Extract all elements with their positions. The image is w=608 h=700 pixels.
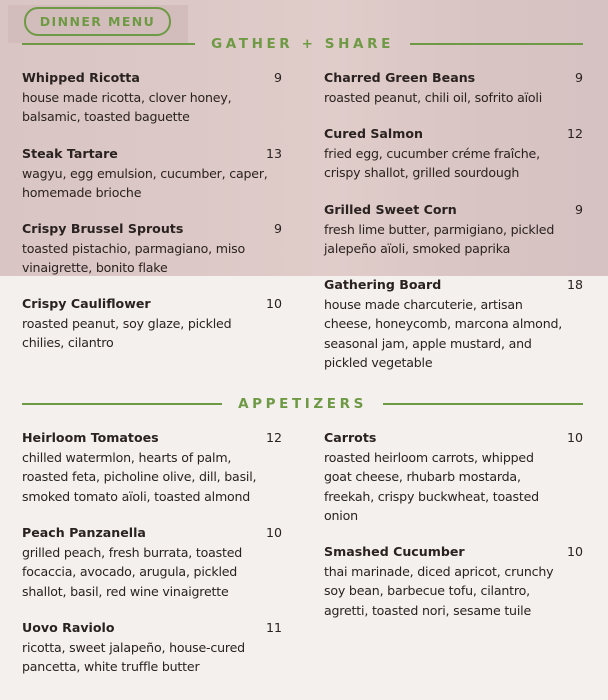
menu-item-header [324, 428, 583, 448]
menu-item-description: soy bean, barbecue tofu, cilantro, [324, 583, 530, 598]
menu-item-description: ricotta, sweet jalapeño, house-cured [22, 639, 245, 655]
menu-item [22, 428, 282, 506]
divider [22, 43, 195, 45]
menu-item-description: agretti, toasted nori, sesame tuile [324, 602, 531, 618]
section-title: APPETIZERS [238, 396, 367, 412]
section-title: GATHER + SHARE [211, 36, 394, 52]
menu-item-price: 9 [273, 70, 282, 85]
menu-item-description: grilled peach, fresh burrata, toasted [22, 544, 243, 560]
menu-item-price: 12 [566, 126, 583, 141]
menu-item-header [324, 275, 583, 295]
menu-item-name: Crispy Brussel Sprouts [22, 221, 184, 236]
menu-item-description: chilies, cilantro [22, 335, 114, 350]
divider [22, 403, 222, 405]
menu-item-name: Gathering Board [324, 277, 442, 292]
menu-item-name: Heirloom Tomatoes [22, 430, 159, 445]
divider [383, 403, 583, 405]
menu-item-header [22, 428, 282, 448]
menu-item-description: seasonal jam, apple mustard, and [324, 335, 532, 351]
menu-item-description: crispy shallot, grilled sourdough [324, 165, 520, 180]
menu-item-price: 10 [566, 430, 583, 445]
menu-item-header [22, 618, 282, 638]
menu-item [324, 275, 583, 373]
menu-item-description: balsamic, toasted baguette [22, 109, 190, 124]
menu-item-description: onion [324, 508, 358, 523]
menu-item [324, 428, 583, 526]
menu-item [22, 219, 282, 278]
menu-item-description: roasted heirloom carrots, whipped [324, 449, 534, 465]
menu-item-price: 18 [566, 277, 583, 292]
menu-item-description: pancetta, white truffle butter [22, 659, 200, 674]
menu-item-description: fried egg, cucumber créme fraîche, [324, 145, 540, 161]
menu-item-description: toasted pistachio, parmagiano, miso [22, 240, 246, 256]
menu-item-name: Cured Salmon [324, 126, 423, 141]
menu-item-description: house made ricotta, clover honey, [22, 89, 232, 105]
menu-item [22, 523, 282, 601]
menu-item-header [22, 68, 282, 88]
menu-item-description: jalepeño aïoli, smoked paprika [324, 241, 511, 256]
menu-item-price: 13 [265, 146, 282, 161]
menu-item-header [22, 219, 282, 239]
menu-item-description: homemade brioche [22, 185, 142, 200]
menu-item-name: Carrots [324, 430, 377, 445]
menu-item [324, 124, 583, 183]
menu-item-header [324, 124, 583, 144]
menu-item-price: 10 [265, 296, 282, 311]
menu-item-description: cheese, honeycomb, marcona almond, [324, 316, 563, 331]
menu-item-name: Smashed Cucumber [324, 544, 465, 559]
menu-item-description: pickled vegetable [324, 355, 433, 370]
menu-item-price: 12 [265, 430, 282, 445]
menu-item [22, 294, 282, 353]
menu-item [324, 542, 583, 620]
dinner-menu-badge[interactable] [24, 7, 171, 36]
section-header-gather-share [22, 34, 583, 54]
menu-item-description: shallot, basil, red wine vinaigrette [22, 583, 229, 599]
menu-item-name: Steak Tartare [22, 146, 118, 161]
menu-item-name: Crispy Cauliflower [22, 296, 151, 311]
menu-item-name: Uovo Raviolo [22, 620, 115, 635]
menu-item-description: roasted peanut, chili oil, sofrito aïoli [324, 89, 542, 105]
menu-item-header [22, 523, 282, 543]
badge-label: DINNER MENU [39, 14, 156, 29]
menu-item-description: goat cheese, rhubarb mostarda, [324, 469, 521, 484]
menu-item [22, 144, 282, 203]
menu-item-description: smoked tomato aïoli, toasted almond [22, 488, 251, 504]
menu-item-description: roasted peanut, soy glaze, pickled [22, 315, 232, 331]
menu-item-header [324, 68, 583, 88]
menu-item-description: thai marinade, diced apricot, crunchy [324, 563, 554, 579]
menu-item [324, 68, 583, 107]
menu-item-description: freekah, crispy buckwheat, toasted [324, 488, 539, 504]
menu-item-description: wagyu, egg emulsion, cucumber, caper, [22, 165, 268, 181]
menu-item-header [22, 144, 282, 164]
menu-item-header [324, 200, 583, 220]
menu-item [22, 618, 282, 677]
menu-item-name: Peach Panzanella [22, 525, 146, 540]
menu-item-price: 10 [265, 525, 282, 540]
menu-item-description: vinaigrette, bonito flake [22, 260, 168, 275]
menu-item-description: focaccia, avocado, arugula, pickled [22, 564, 238, 579]
menu-item-description: roasted feta, picholine olive, dill, basil, [22, 469, 257, 484]
menu-item-header [22, 294, 282, 314]
menu-item-name: Whipped Ricotta [22, 70, 140, 85]
menu-item-price: 9 [574, 70, 583, 85]
divider [410, 43, 583, 45]
menu-item-name: Charred Green Beans [324, 70, 476, 85]
menu-item-header [324, 542, 583, 562]
menu-item-price: 9 [574, 202, 583, 217]
menu-item-price: 9 [273, 221, 282, 236]
section-header-appetizers [22, 394, 583, 414]
menu-item-description: house made charcuterie, artisan [324, 296, 523, 312]
menu-item-name: Grilled Sweet Corn [324, 202, 457, 217]
menu-item [22, 68, 282, 127]
menu-item [324, 200, 583, 259]
menu-item-price: 11 [265, 620, 282, 635]
menu-item-description: fresh lime butter, parmigiano, pickled [324, 221, 555, 237]
menu-item-price: 10 [566, 544, 583, 559]
menu-item-description: chilled watermlon, hearts of palm, [22, 449, 232, 465]
